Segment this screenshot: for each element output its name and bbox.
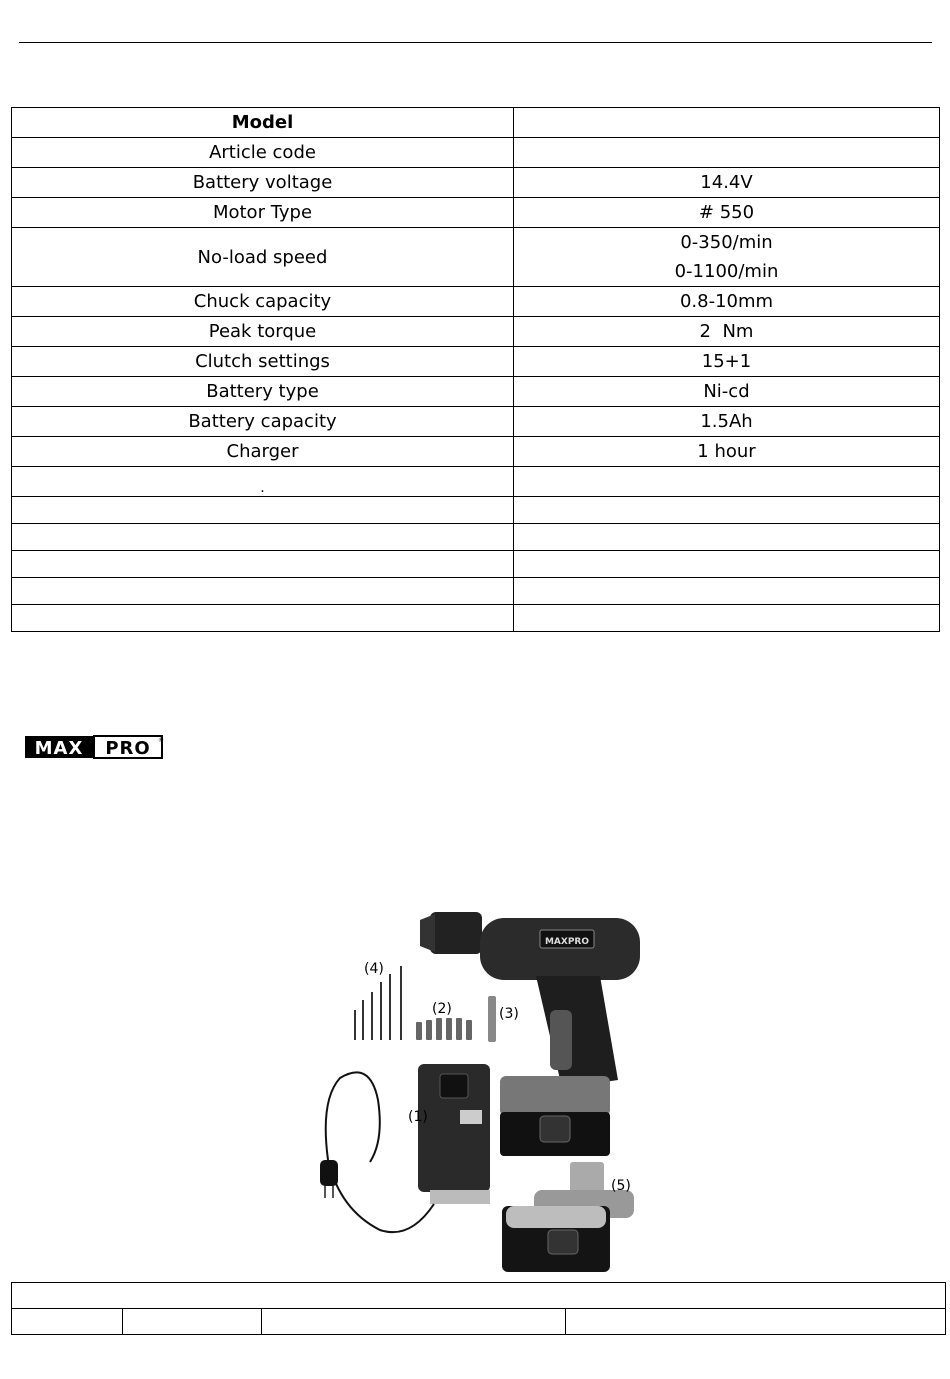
empty-cell	[514, 497, 940, 524]
spec-row-empty	[12, 497, 940, 524]
callout-label-bit-holder: (3)	[499, 1006, 519, 1022]
callout-label-charger: (1)	[408, 1109, 428, 1125]
footer-cell	[123, 1309, 262, 1335]
spec-value: Ni-cd	[514, 377, 940, 407]
svg-text:MAX: MAX	[34, 738, 84, 759]
svg-text:®: ®	[158, 737, 164, 744]
empty-cell	[12, 605, 514, 632]
empty-cell	[514, 551, 940, 578]
spec-value: 0.8-10mm	[514, 287, 940, 317]
empty-cell	[514, 578, 940, 605]
screwdriver-bits-icon	[416, 1018, 472, 1040]
spec-row-model	[12, 108, 940, 138]
footer-cell	[12, 1309, 123, 1335]
spec-value	[514, 228, 940, 287]
svg-text:MAXPRO: MAXPRO	[544, 937, 590, 947]
footer-cell	[262, 1309, 566, 1335]
spec-value: # 550	[514, 198, 940, 228]
spec-value	[514, 467, 940, 497]
spec-label: Charger	[12, 437, 514, 467]
spec-value: 14.4V	[514, 168, 940, 198]
spec-value-line: 0-350/min	[680, 232, 773, 253]
footer-row	[12, 1283, 946, 1309]
spec-row-empty	[12, 524, 940, 551]
footer-row	[12, 1309, 946, 1335]
spec-row-battery-type	[12, 377, 940, 407]
spec-label: Model	[12, 108, 514, 138]
svg-text:PRO: PRO	[105, 738, 151, 759]
spec-row-empty	[12, 578, 940, 605]
empty-cell	[514, 524, 940, 551]
empty-cell	[12, 578, 514, 605]
charger-icon	[320, 1064, 490, 1232]
empty-cell	[12, 497, 514, 524]
spec-table	[11, 107, 940, 632]
spec-row-no-load-speed	[12, 228, 940, 287]
footer-table	[11, 1282, 946, 1335]
drill-bits-icon	[355, 966, 401, 1040]
spec-row-empty	[12, 605, 940, 632]
top-rule	[19, 42, 932, 43]
spec-row-clutch-settings	[12, 347, 940, 377]
spec-value: 2 Nm	[514, 317, 940, 347]
callout-label-screwdriver-bits: (2)	[432, 1001, 452, 1017]
maxpro-logo	[24, 734, 166, 760]
spec-value: 15+1	[514, 347, 940, 377]
spec-label: Peak torque	[12, 317, 514, 347]
spec-value: 1 hour	[514, 437, 940, 467]
empty-cell	[12, 551, 514, 578]
spec-value	[514, 108, 940, 138]
spec-label: No-load speed	[12, 228, 514, 287]
spec-row-charger	[12, 437, 940, 467]
bit-holder-icon	[488, 996, 496, 1042]
spec-label: Chuck capacity	[12, 287, 514, 317]
spec-value	[514, 138, 940, 168]
spec-label: Article code	[12, 138, 514, 168]
spec-row-battery-capacity	[12, 407, 940, 437]
spec-label: Clutch settings	[12, 347, 514, 377]
product-illustration	[300, 900, 660, 1278]
callout-label-spare-battery: (5)	[611, 1178, 631, 1194]
empty-cell	[514, 605, 940, 632]
callout-label-drill-bits: (4)	[364, 961, 384, 977]
spec-row-battery-voltage	[12, 168, 940, 198]
spec-value: 1.5Ah	[514, 407, 940, 437]
spec-value-line: 0-1100/min	[674, 261, 779, 282]
spec-row-dot	[12, 467, 940, 497]
spec-label: Battery type	[12, 377, 514, 407]
spec-label: Motor Type	[12, 198, 514, 228]
empty-cell	[12, 524, 514, 551]
spec-row-peak-torque	[12, 317, 940, 347]
spec-row-motor-type	[12, 198, 940, 228]
spec-row-article-code	[12, 138, 940, 168]
spec-row-empty	[12, 551, 940, 578]
spec-label: Battery voltage	[12, 168, 514, 198]
spec-label: Battery capacity	[12, 407, 514, 437]
footer-cell	[566, 1309, 946, 1335]
footer-cell	[12, 1283, 946, 1309]
spec-row-chuck-capacity	[12, 287, 940, 317]
spec-label: .	[12, 467, 514, 497]
drill-kit-image	[300, 900, 660, 1278]
